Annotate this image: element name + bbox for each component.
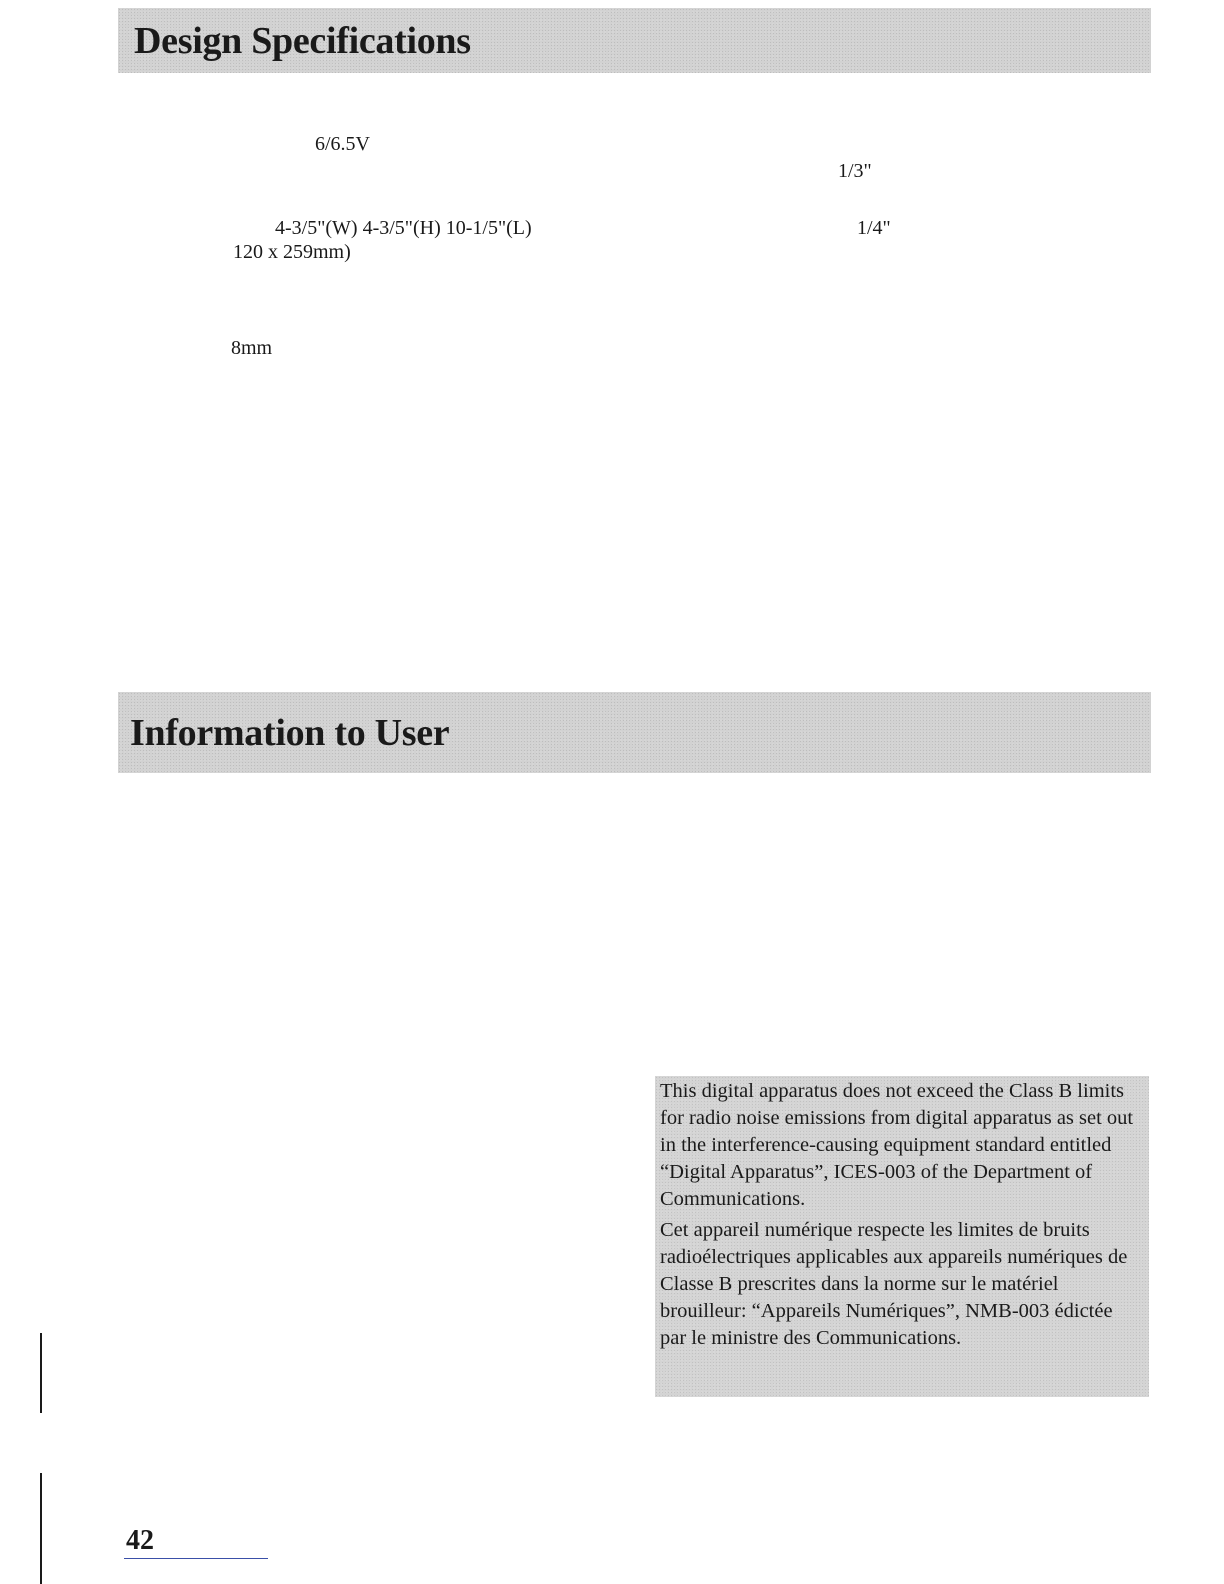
spec-one-third-inch: 1/3" xyxy=(838,160,872,182)
page-number: 42 xyxy=(126,1525,154,1556)
spec-tape-format: 8mm xyxy=(231,337,273,359)
compliance-notice xyxy=(655,1076,1149,1397)
design-specifications-banner xyxy=(118,8,1151,73)
spec-dimensions: 4-3/5"(W) 4-3/5"(H) 10-1/5"(L) xyxy=(275,217,532,239)
design-specifications-title: Design Specifications xyxy=(134,19,471,62)
information-to-user-title: Information to User xyxy=(130,711,450,754)
margin-rule-lower xyxy=(40,1473,42,1584)
notice-english: This digital apparatus does not exceed the Class B limits for radio noise emissions from digital apparatus as set out in the interference-causing equipment standard entitled “Digital Apparatus”, ICES-003 of the Department of Communications. xyxy=(660,1080,1134,1210)
information-to-user-banner xyxy=(118,692,1151,773)
spec-dimensions-metric: 120 x 259mm) xyxy=(233,241,351,263)
notice-french: Cet appareil numérique respecte les limites de bruits radioélectriques applicables aux appareils numériques de Classe B prescrites dans la norme sur le matériel brouilleur: “Appareils Numériques”, NMB-003 édictée par le ministre des Communications. xyxy=(660,1219,1128,1349)
spec-voltage: 6/6.5V xyxy=(315,133,370,155)
spec-one-quarter-inch: 1/4" xyxy=(857,217,891,239)
margin-rule-upper xyxy=(40,1333,42,1413)
page-number-underline xyxy=(124,1558,268,1559)
